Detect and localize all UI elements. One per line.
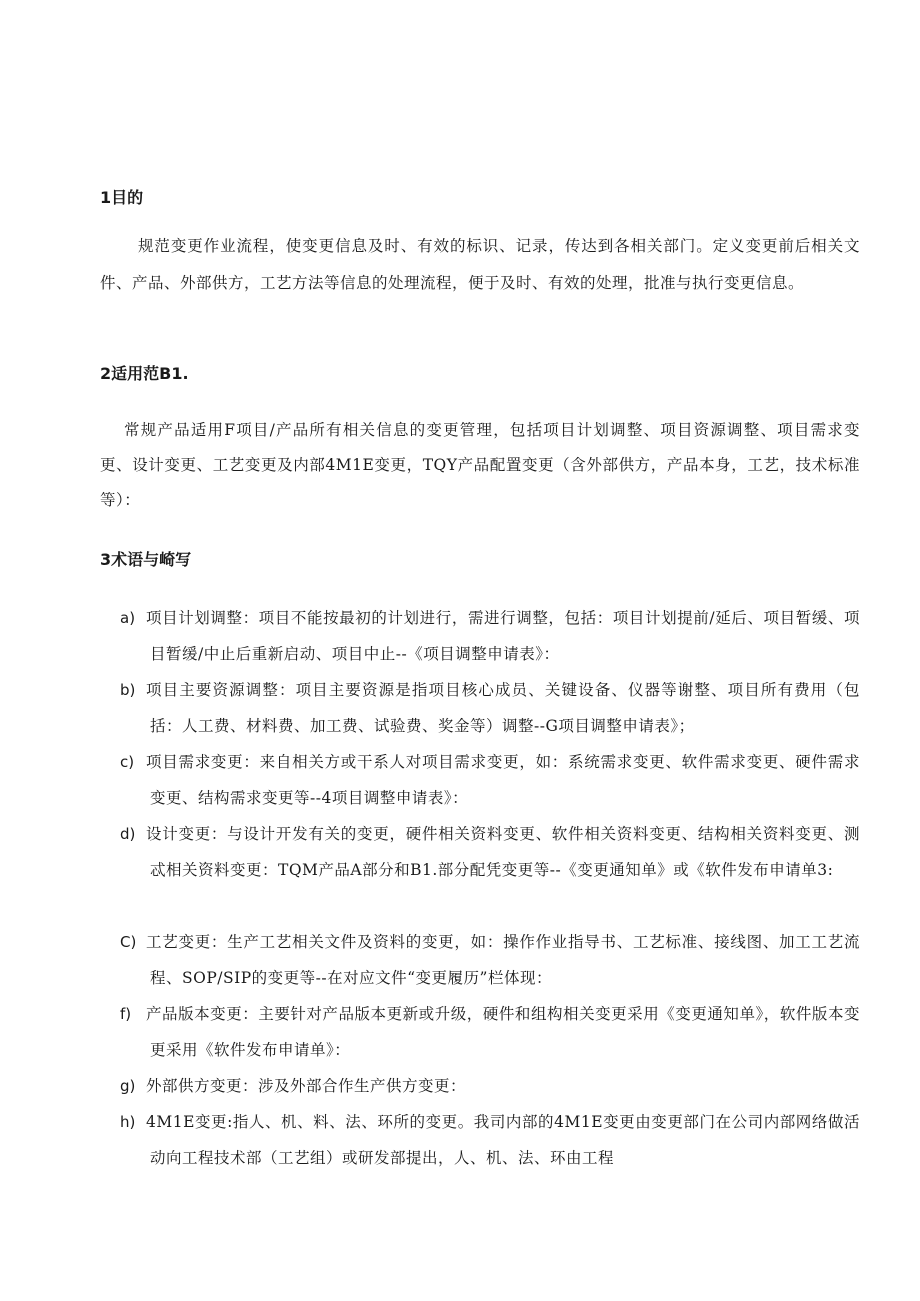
list-item-marker: C) <box>120 933 137 951</box>
list-item-text: 外部供方变更：涉及外部合作生产供方变更： <box>146 1077 467 1095</box>
list-item-marker: g) <box>120 1077 136 1095</box>
list-item-marker: h) <box>120 1113 136 1131</box>
list-item-text: 产品版本变更：主要针对产品版本更新或升级，硬件和组构相关变更采用《变更通知单》，软件版本变更采用《软件发布申请单》： <box>146 1005 860 1059</box>
list-item <box>120 996 860 1068</box>
section-heading-scope: 2适用范B1. <box>100 364 189 383</box>
list-item-marker: d) <box>120 825 136 843</box>
list-item-marker: c) <box>120 753 135 771</box>
list-item-text: 工艺变更：生产工艺相关文件及资料的变更，如：操作作业指导书、工艺标准、接线图、加工工艺流程、SOP/SIP的变更等--在对应文件“变更履历”栏体现： <box>146 933 860 987</box>
section-heading-purpose: 1目的 <box>100 188 144 207</box>
list-item <box>120 1104 860 1176</box>
section-paragraph-scope: 常规产品适用F项目/产品所有相关信息的变更管理，包括项目计划调整、项目资源调整、项目需求变更、设计变更、工艺变更及内部4M1E变更，TQY产品配置变更（含外部供方，产品本身，工艺，技术标准等）： <box>100 421 860 509</box>
list-item-text: 项目需求变更：来自相关方或干系人对项目需求变更，如：系统需求变更、软件需求变更、硬件需求变更、结构需求变更等--4项目调整申请表》： <box>146 753 860 807</box>
section-paragraph-purpose: 规范变更作业流程，使变更信息及时、有效的标识、记录，传达到各相关部门。定义变更前后相关文件、产品、外部供方，工艺方法等信息的处理流程，便于及时、有效的处理，批准与执行变更信息。 <box>100 237 860 292</box>
list-item-text: 项目主要资源调整：项目主要资源是指项目核心成员、关键设备、仪器等谢整、项目所有费用（包括：人工费、材料费、加工费、试验费、奖金等）调整--G项目调整申请表》； <box>146 681 860 735</box>
list-item-marker: a) <box>120 609 136 627</box>
list-item-text: 4M1E变更:指人、机、料、法、环所的变更。我司内部的4M1E变更由变更部门在公司内部网络做活动向工程技术部（工艺组）或研发部提出，人、机、法、环由工程 <box>146 1113 860 1167</box>
list-item <box>120 924 860 996</box>
list-item <box>120 600 860 672</box>
list-item-marker: f) <box>120 1005 132 1023</box>
list-item <box>120 744 860 816</box>
list-item <box>120 1068 860 1104</box>
section-heading-terms: 3术语与崎写 <box>100 550 192 569</box>
list-item <box>120 816 860 888</box>
list-item-text: 设计变更：与设计开发有关的变更，硬件相关资料变更、软件相关资料变更、结构相关资料变更、测忒相关资料变更：TQM产品A部分和B1.部分配凭变更等--《变更通知单》或《软件发布申请单3: <box>146 825 860 879</box>
list-item-text: 项目计划调整：项目不能按最初的计划进行，需进行调整，包括：项目计划提前/延后、项目暂缓、项目暂缓/中止后重新启动、项目中止--《项目调整申请表》： <box>146 609 860 663</box>
list-item-marker: b) <box>120 681 136 699</box>
list-item <box>120 672 860 744</box>
